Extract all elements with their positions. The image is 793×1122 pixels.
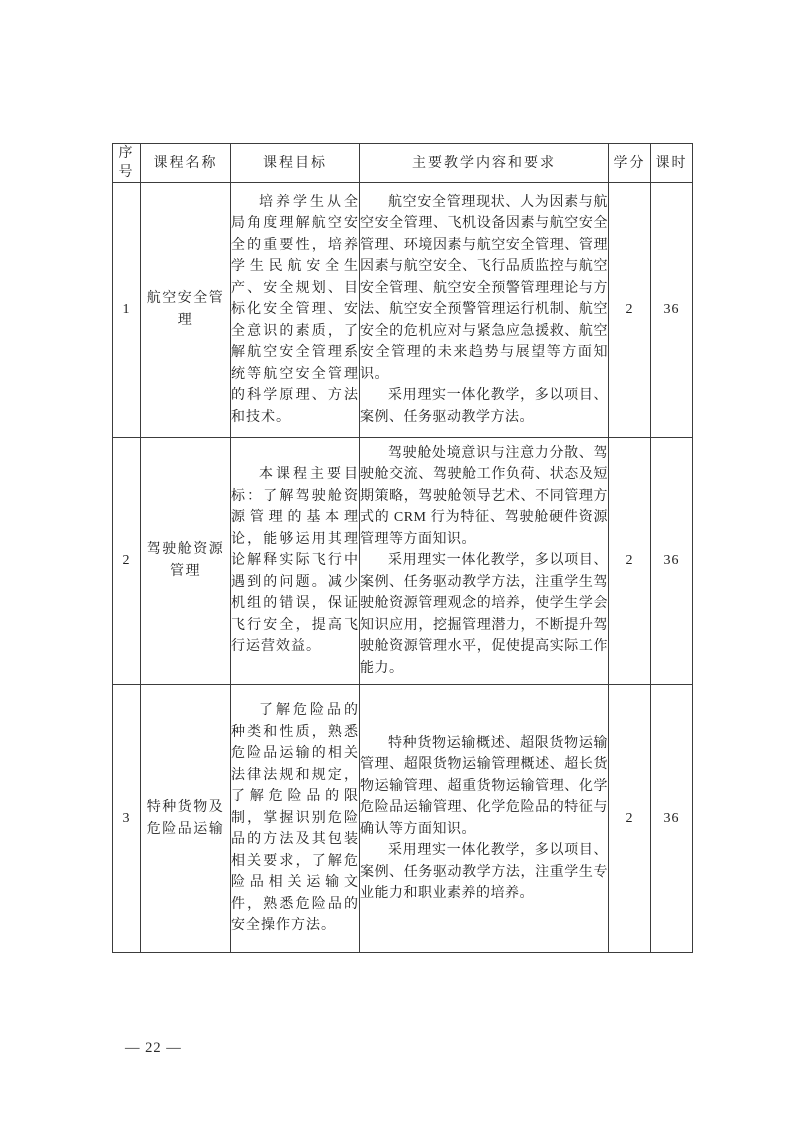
content-paragraph: 采用理实一体化教学，多以项目、案例、任务驱动教学方法。 xyxy=(360,388,608,425)
hours-cell: 36 xyxy=(651,685,693,953)
col-header-hours: 课时 xyxy=(651,144,693,183)
table-row xyxy=(113,685,693,953)
col-header-objective: 课程目标 xyxy=(231,144,360,183)
teaching-content-cell xyxy=(360,685,609,953)
course-objective-cell xyxy=(231,438,360,685)
objective-paragraph: 培养学生从全局角度理解航空安全的重要性，培养学生民航安全生产、安全规划、目标化安全管理、安全意识的素质，了解航空安全管理系统等航空安全管理的科学原理、方法和技术。 xyxy=(231,194,359,425)
objective-paragraph: 了解危险品的种类和性质，熟悉危险品运输的相关法律法规和规定，了解危险品的限制，掌握识别危险品的方法及其包装相关要求，了解危险品相关运输文件，熟悉危险品的安全操作方法。 xyxy=(231,703,359,934)
content-paragraph: 特种货物运输概述、超限货物运输管理、超限货物运输管理概述、超长货物运输管理、超重货物运输管理、化学危险品运输管理、化学危险品的特征与确认等方面知识。 xyxy=(360,735,608,837)
row-number-cell: 1 xyxy=(113,183,141,438)
content-paragraph: 采用理实一体化教学，多以项目、案例、任务驱动教学方法，注重学生专业能力和职业素养的培养。 xyxy=(360,843,608,901)
credits-cell: 2 xyxy=(609,438,651,685)
course-objective-cell xyxy=(231,685,360,953)
table-row xyxy=(113,183,693,438)
teaching-content-cell xyxy=(360,438,609,685)
credits-cell: 2 xyxy=(609,685,651,953)
teaching-content-cell xyxy=(360,183,609,438)
content-paragraph: 航空安全管理现状、人为因素与航空安全管理、飞机设备因素与航空安全管理、环境因素与航空安全管理、管理因素与航空安全、飞行品质监控与航空安全管理、航空安全预警管理理论与方法、航空安全预警管理运行机制、航空安全的危机应对与紧急应急援救、航空安全管理的未来趋势与展望等方面知识。 xyxy=(360,194,608,382)
objective-paragraph: 本课程主要目标：了解驾驶舱资源管理的基本理论，能够运用其理论解释实际飞行中遇到的问题。减少机组的错误，保证飞行安全，提高飞行运营效益。 xyxy=(231,467,359,655)
table-header-row xyxy=(113,144,693,183)
page-number: — 22 — xyxy=(125,1040,182,1056)
hours-cell: 36 xyxy=(651,183,693,438)
table-row xyxy=(113,438,693,685)
col-header-credits: 学分 xyxy=(609,144,651,183)
credits-cell: 2 xyxy=(609,183,651,438)
content-paragraph: 采用理实一体化教学，多以项目、案例、任务驱动教学方法，注重学生驾驶舱资源管理观念的培养，使学生学会知识应用，挖掘管理潜力，不断提升驾驶舱资源管理水平，促使提高实际工作能力。 xyxy=(360,553,608,676)
col-header-content: 主要教学内容和要求 xyxy=(360,144,609,183)
hours-cell: 36 xyxy=(651,438,693,685)
course-name-cell: 驾驶舱资源管理 xyxy=(141,438,231,685)
course-name-cell: 特种货物及危险品运输 xyxy=(141,685,231,953)
course-table xyxy=(112,143,693,953)
course-objective-cell xyxy=(231,183,360,438)
row-number-cell: 2 xyxy=(113,438,141,685)
col-header-no: 序号 xyxy=(113,144,141,183)
col-header-course-name: 课程名称 xyxy=(141,144,231,183)
course-name-cell: 航空安全管理 xyxy=(141,183,231,438)
content-paragraph: 驾驶舱处境意识与注意力分散、驾驶舱交流、驾驶舱工作负荷、状态及短期策略，驾驶舱领导艺术、不同管理方式的 CRM 行为特征、驾驶舱硬件资源管理等方面知识。 xyxy=(360,445,608,547)
row-number-cell: 3 xyxy=(113,685,141,953)
